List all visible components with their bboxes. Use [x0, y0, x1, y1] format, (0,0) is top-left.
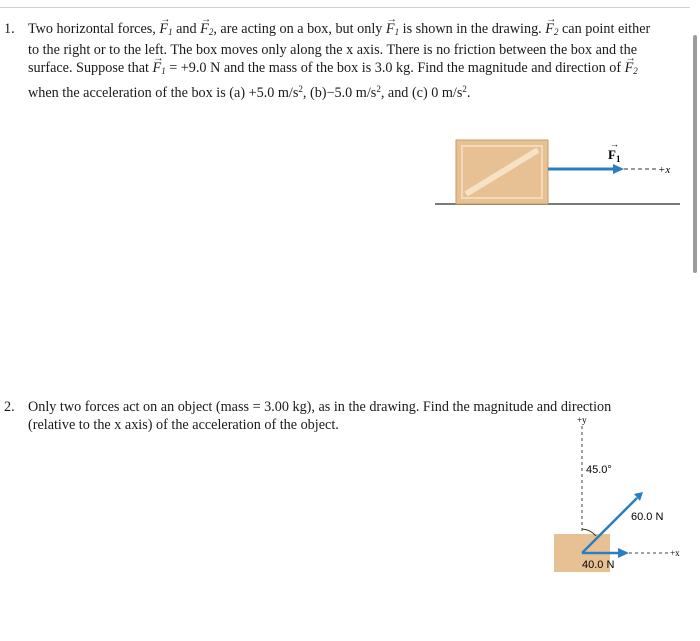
x-axis-label-2: +x — [670, 548, 680, 558]
x-axis-label: +x — [658, 164, 671, 176]
box — [456, 140, 548, 204]
force-f1-vector-mark: → — [610, 139, 619, 149]
problem-1 — [4, 20, 654, 102]
force-40n-arrowhead — [618, 548, 629, 558]
vector-f1: → $F_1$ — [153, 59, 166, 80]
scrollbar-thumb[interactable] — [693, 35, 697, 273]
scrollbar[interactable] — [693, 0, 698, 641]
angle-label: 45.0° — [586, 464, 612, 476]
force-60n-label: 60.0 N — [631, 511, 664, 523]
problem-2-text: Only two forces act on an object (mass = 3.00 kg), as in the drawing. Find the magnitude and direction (relative to the x axis) of the acceleration of the object. — [28, 399, 612, 433]
vector-f1: → $F_1$ — [159, 20, 172, 41]
top-divider — [0, 7, 690, 8]
vector-f2: → $F_2$ — [200, 20, 213, 41]
force-f1-label: $F_1$ — [608, 147, 621, 164]
two-forces-figure — [540, 412, 690, 587]
force-f1-arrowhead — [613, 164, 624, 174]
problem-1-number: 1. — [4, 21, 15, 37]
y-axis-label: +y — [577, 415, 587, 425]
problem-2-number: 2. — [4, 399, 15, 415]
problem-1-text: Two horizontal forces, → $F_1$ and → $F_2$, are acting on a box, but only → $F_1$ is shown in the drawing. → $F_2$ can point either to the right or to the left. The box moves only along the x axis. There is no friction between the box and the surface. Suppose that → $F_1 = +9.0$ N and the mass of the box is 3.0 kg. Find the magnitude and direction of → $F_2$ when the acceleration of the box is (a) +5.0 $m/s^2$, (b)−5.0 $m/s^2$, and (c) 0 $m/s^2$. — [28, 20, 654, 102]
vector-f2: → $F_2$ — [545, 20, 558, 41]
vector-f1: → $F_1$ — [386, 20, 399, 41]
force-40n-label: 40.0 N — [582, 559, 615, 571]
vector-f2: → $F_2$ — [625, 59, 638, 80]
box-force-figure — [430, 138, 690, 218]
